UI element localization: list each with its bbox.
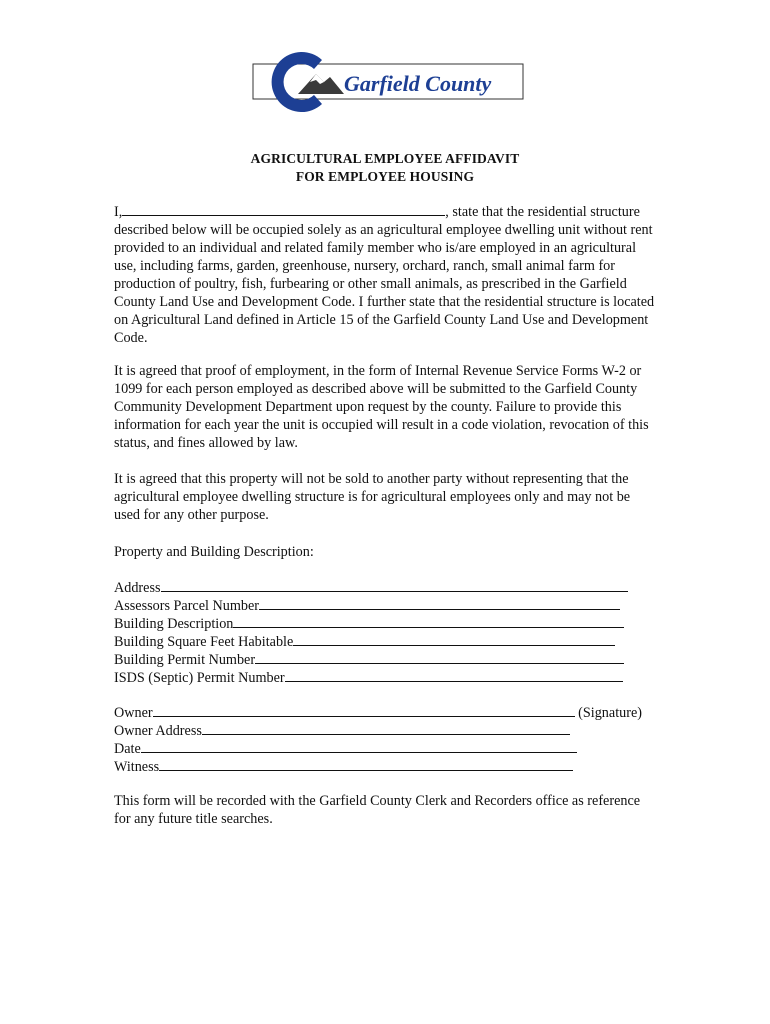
statement-suffix: , state that the residential structure [445, 204, 640, 220]
witness-field[interactable] [159, 757, 573, 771]
document-title-line2: FOR EMPLOYEE HOUSING [295, 169, 475, 184]
field-row-owner [114, 703, 659, 721]
signature-note: (Signature) [578, 705, 642, 721]
field-label: Owner [114, 705, 153, 721]
statement-prefix: I, [114, 204, 123, 220]
field-row-date [114, 739, 659, 757]
field-row-witness [114, 757, 659, 775]
square-feet-field[interactable] [293, 632, 615, 646]
logo-graphic [252, 48, 524, 116]
field-row-square-feet [114, 632, 659, 650]
field-label: Building Permit Number [114, 652, 256, 668]
recording-notice: This form will be recorded with the Garfield County Clerk and Recorders office as reference for any future title searches. [114, 793, 641, 827]
field-row-owner-address [114, 721, 659, 739]
address-field[interactable] [161, 578, 628, 592]
field-label: Date [114, 741, 141, 757]
statement-body: described below will be occupied solely as an agricultural employee dwelling unit without rent provided to an individual and related family member who is/are employed in an agricultural use, including farms, garden, greenhouse, nursery, orchard, ranch, small animal farm for production of poultry, fish, furbearing or other small animals, as prescribed in the Garfield County Land Use and Development Code. I further state that the residential structure is located on Agricultural Land defined in Article 15 of the Garfield County Land Use and Development Code. [114, 222, 655, 346]
field-label: Building Description [114, 616, 234, 632]
logo-text: Garfield County [344, 71, 492, 96]
building-permit-field[interactable] [255, 650, 624, 664]
employment-proof-paragraph: It is agreed that proof of employment, in the form of Internal Revenue Service Forms W-2 or 1099 for each person employed as described above will be submitted to the Garfield County Community Development Department upon request by the county. Failure to provide this information for each year the unit is occupied will result in a code violation, revocation of this status, and fines allowed by law. [114, 363, 649, 451]
owner-signature-field[interactable] [153, 703, 575, 717]
field-row-permit [114, 650, 659, 668]
sale-restriction-paragraph: It is agreed that this property will not be sold to another party without representing that the agricultural employee dwelling structure is for agricultural employees only and may not be used for any other purpose. [114, 471, 631, 523]
mountain-icon [298, 74, 344, 94]
owner-fields [114, 703, 659, 775]
field-row-description [114, 614, 659, 632]
field-label: Assessors Parcel Number [114, 598, 259, 614]
field-row-isds [114, 668, 659, 686]
property-fields [114, 578, 659, 686]
affidavit-statement [114, 202, 659, 347]
document-title-line1: AGRICULTURAL EMPLOYEE AFFIDAVIT [250, 151, 520, 166]
affiant-name-field[interactable] [122, 202, 445, 216]
building-description-field[interactable] [233, 614, 624, 628]
field-label: Building Square Feet Habitable [114, 634, 294, 650]
section-heading: Property and Building Description: [114, 544, 314, 560]
field-row-parcel [114, 596, 659, 614]
isds-permit-field[interactable] [285, 668, 623, 682]
field-label: Address [114, 580, 161, 596]
field-label: Witness [114, 759, 160, 775]
field-label: Owner Address [114, 723, 202, 739]
parcel-number-field[interactable] [259, 596, 620, 610]
field-row-address [114, 578, 659, 596]
date-field[interactable] [141, 739, 577, 753]
field-label: ISDS (Septic) Permit Number [114, 670, 285, 686]
owner-address-field[interactable] [202, 721, 570, 735]
garfield-county-logo [252, 48, 524, 116]
